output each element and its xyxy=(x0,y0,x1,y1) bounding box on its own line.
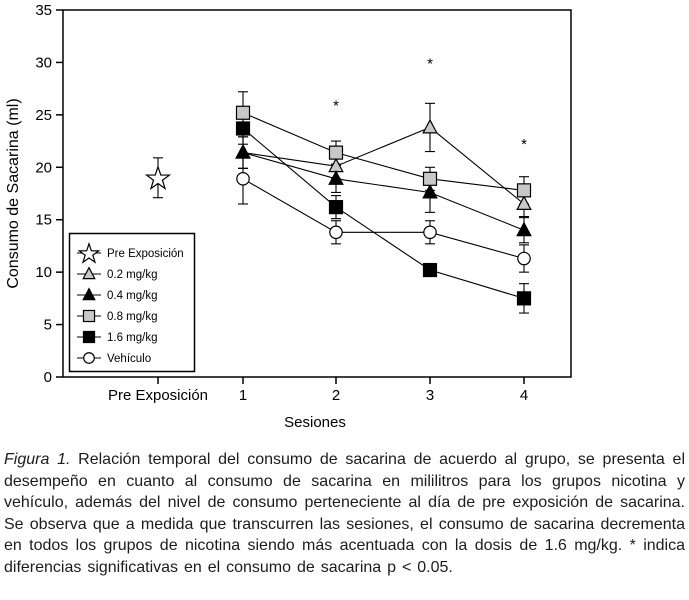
x-axis xyxy=(108,377,528,431)
legend-label: 1.6 mg/kg xyxy=(107,332,158,344)
y-axis xyxy=(5,2,63,386)
marker-triangle xyxy=(517,197,531,210)
series-line xyxy=(243,113,524,191)
marker-square xyxy=(518,292,531,305)
significance-asterisk: * xyxy=(333,97,339,115)
legend-label: Vehículo xyxy=(107,353,152,365)
y-tick-label: 0 xyxy=(43,369,52,386)
chart-markers xyxy=(147,106,531,305)
y-tick-label: 35 xyxy=(35,2,52,19)
marker-circle xyxy=(424,226,436,238)
figure-caption xyxy=(4,449,685,578)
marker-square xyxy=(83,310,94,321)
marker-square xyxy=(330,201,343,214)
y-axis-title: Consumo de Sacarina (ml) xyxy=(5,98,22,289)
legend-label: 0.8 mg/kg xyxy=(107,311,158,323)
marker-square xyxy=(518,184,531,197)
x-tick-label: 2 xyxy=(331,387,341,404)
y-tick-label: 20 xyxy=(35,159,52,177)
x-tick-label: 1 xyxy=(238,387,248,404)
marker-circle xyxy=(330,226,342,238)
marker-square xyxy=(424,172,437,185)
marker-square xyxy=(237,106,250,119)
marker-circle xyxy=(518,252,530,264)
marker-square xyxy=(237,122,250,135)
significance-asterisk: * xyxy=(427,55,433,73)
y-tick-label: 30 xyxy=(35,54,52,72)
x-tick-label: Pre Exposición xyxy=(107,387,209,404)
y-tick-label: 15 xyxy=(35,211,52,229)
marker-triangle xyxy=(423,120,437,133)
x-axis-title: Sesiones xyxy=(284,414,346,431)
significance-asterisk: * xyxy=(521,136,527,154)
marker-square xyxy=(83,331,94,342)
chart-lines xyxy=(243,113,524,299)
x-tick-label: 3 xyxy=(425,387,435,404)
figure-caption-text: Relación temporal del consumo de sacarina de acuerdo al grupo, se presenta el desempeño en cuanto al consumo de sacarina en mililitros para los grupos nicotina y vehículo, además del nivel de consumo perteneciente al día de pre exposición de sacarina. Se observa que a medida que transcurren las sesiones, el consumo de sacarina decrementa en todos los grupos de nicotina siendo más acentuada con la dosis de 1.6 mg/kg. * indica diferencias significativas en el consumo de sacarina p < 0.05. xyxy=(4,451,686,576)
chart-legend xyxy=(70,234,195,372)
legend-label: 0.2 mg/kg xyxy=(107,269,158,281)
legend-label: 0.4 mg/kg xyxy=(107,290,158,302)
marker-triangle xyxy=(517,223,531,236)
y-tick-label: 25 xyxy=(35,106,52,124)
y-tick-label: 5 xyxy=(43,316,52,334)
marker-square xyxy=(330,146,343,159)
series-line xyxy=(243,179,524,259)
marker-circle xyxy=(237,173,249,185)
marker-circle xyxy=(84,353,95,364)
figure-caption-label: Figura 1. xyxy=(4,451,71,468)
marker-triangle xyxy=(236,145,250,158)
x-tick-label: 4 xyxy=(519,387,529,404)
y-tick-label: 10 xyxy=(35,264,52,282)
marker-square xyxy=(424,264,437,277)
legend-label: Pre Exposición xyxy=(107,248,184,260)
